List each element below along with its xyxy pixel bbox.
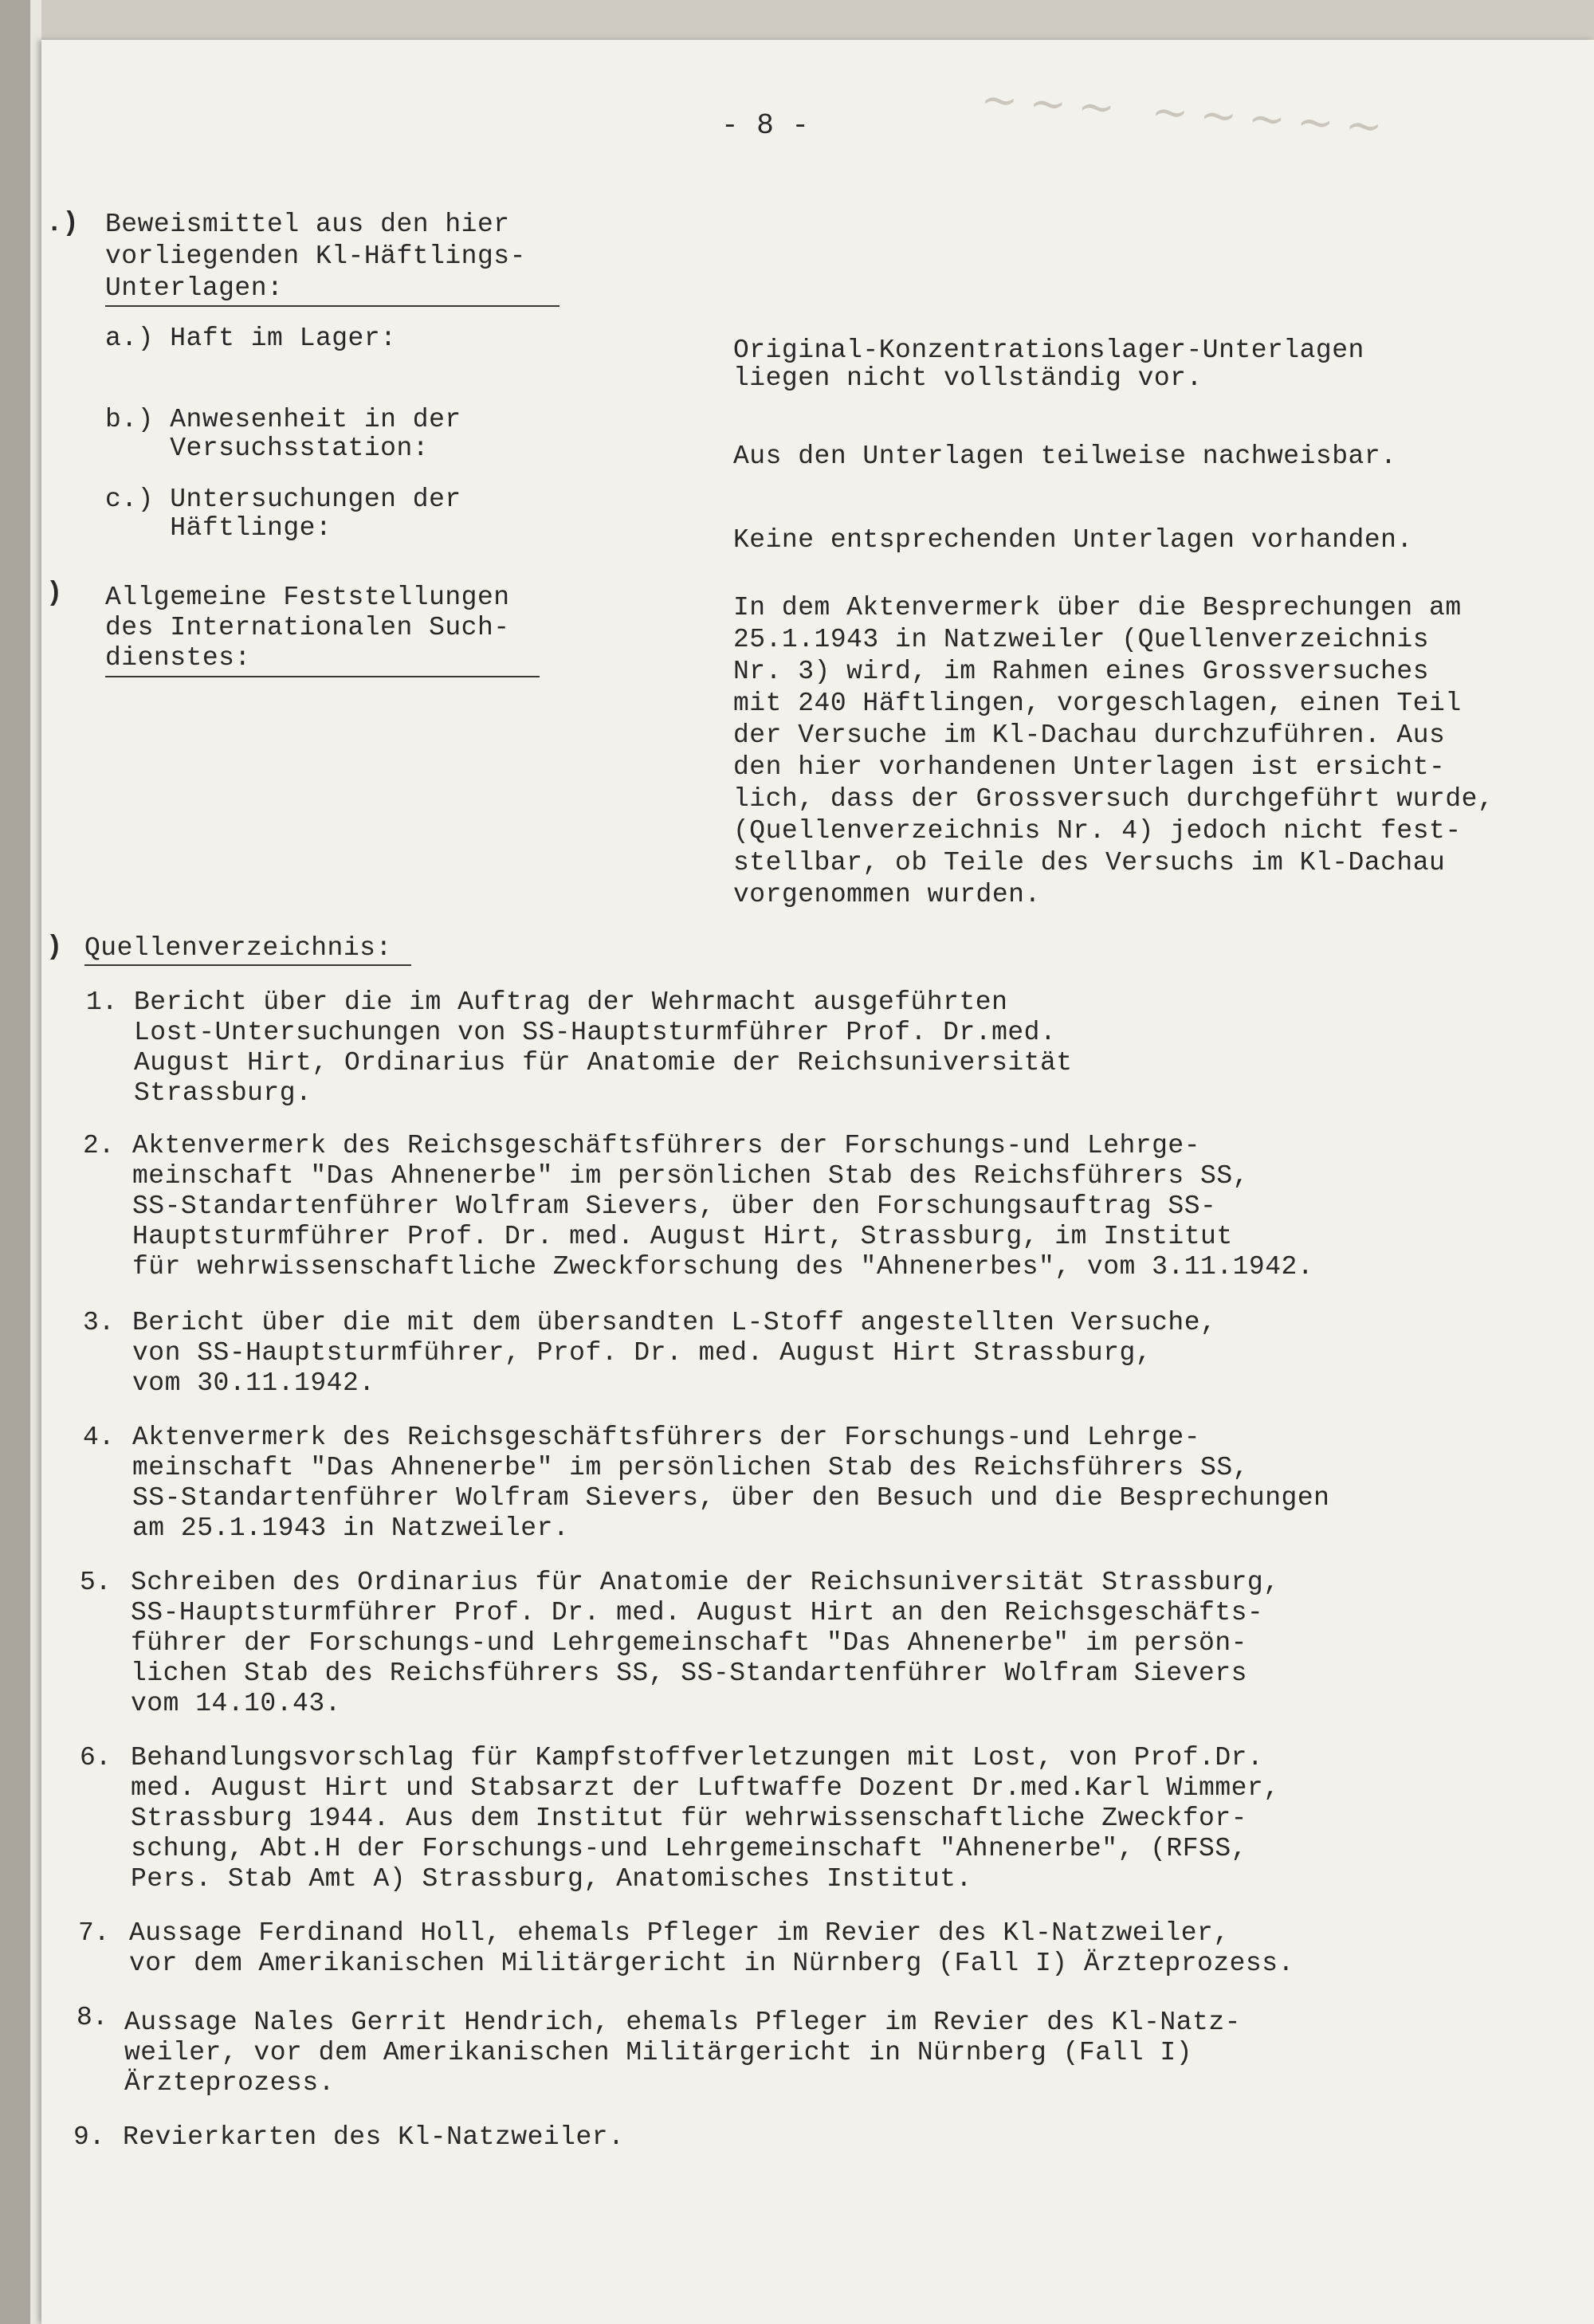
source-4-line-1: Aktenvermerk des Reichsgeschäftsführers der Forschungs-und Lehrge-	[132, 1423, 1201, 1452]
source-5-line-3: führer der Forschungs-und Lehrgemeinschaft "Das Ahnenerbe" im persön-	[131, 1628, 1247, 1658]
evidence-heading-underline	[105, 305, 559, 307]
source-6-line-5: Pers. Stab Amt A) Strassburg, Anatomisches Institut.	[131, 1864, 972, 1894]
source-3-line-3: vom 30.11.1942.	[132, 1368, 375, 1398]
source-1-line-3: August Hirt, Ordinarius für Anatomie der Reichsuniversität	[134, 1048, 1073, 1078]
source-2-line-3: SS-Standartenführer Wolfram Sievers, über den Forschungsauftrag SS-	[132, 1191, 1217, 1221]
evidence-heading-line-3: Unterlagen:	[105, 273, 284, 303]
bleed-through-handwriting: ~~~ ~~~~~	[979, 73, 1396, 155]
source-4-line-2: meinschaft "Das Ahnenerbe" im persönlichen Stab des Reichsführers SS,	[132, 1453, 1249, 1482]
source-7-line-1: Aussage Ferdinand Holl, ehemals Pfleger im Revier des Kl-Natzweiler,	[129, 1918, 1230, 1948]
findings-heading-line-2: des Internationalen Such-	[105, 613, 510, 642]
source-7-line-2: vor dem Amerikanischen Militärgericht in Nürnberg (Fall I) Ärzteprozess.	[129, 1949, 1294, 1978]
source-2-line-4: Hauptsturmführer Prof. Dr. med. August Hirt, Strassburg, im Institut	[132, 1222, 1233, 1251]
source-4-line-4: am 25.1.1943 in Natzweiler.	[132, 1513, 570, 1543]
source-6-line-2: med. August Hirt und Stabsarzt der Luftwaffe Dozent Dr.med.Karl Wimmer,	[131, 1773, 1280, 1803]
source-4-number: 4.	[83, 1423, 115, 1452]
findings-text-line-10: vorgenommen wurden.	[733, 880, 1041, 909]
source-6-line-4: schung, Abt.H der Forschungs-und Lehrgemeinschaft "Ahnenerbe", (RFSS,	[131, 1834, 1247, 1863]
source-5-number: 5.	[80, 1568, 112, 1597]
source-6-line-1: Behandlungsvorschlag für Kampfstoffverletzungen mit Lost, von Prof.Dr.	[131, 1743, 1264, 1772]
section-bullet-findings: )	[46, 579, 63, 609]
scan-top-band	[0, 0, 1594, 40]
evidence-heading-line-2: vorliegenden Kl-Häftlings-	[105, 241, 526, 271]
evidence-item-c-text: Keine entsprechenden Unterlagen vorhanden.	[733, 525, 1413, 555]
findings-heading-line-1: Allgemeine Feststellungen	[105, 583, 510, 612]
findings-heading-line-3: dienstes:	[105, 643, 251, 673]
findings-heading-underline	[105, 676, 540, 677]
source-2-number: 2.	[83, 1131, 115, 1160]
findings-text-line-7: lich, dass der Grossversuch durchgeführt wurde,	[733, 784, 1494, 814]
source-8-line-2: weiler, vor dem Amerikanischen Militärgericht in Nürnberg (Fall I)	[124, 2038, 1193, 2067]
source-5-line-2: SS-Hauptsturmführer Prof. Dr. med. August Hirt an den Reichsgeschäfts-	[131, 1598, 1264, 1627]
findings-text-line-9: stellbar, ob Teile des Versuchs im Kl-Dachau	[733, 848, 1446, 877]
source-6-number: 6.	[80, 1743, 112, 1772]
evidence-item-a-label: a.) Haft im Lager:	[105, 324, 397, 353]
source-1-line-2: Lost-Untersuchungen von SS-Hauptsturmführer Prof. Dr.med.	[134, 1018, 1057, 1047]
evidence-item-c-label-2: Häftlinge:	[105, 513, 332, 543]
source-3-number: 3.	[83, 1308, 115, 1337]
source-8-number: 8.	[77, 2003, 108, 2032]
sources-heading: Quellenverzeichnis:	[84, 933, 392, 963]
source-6-line-3: Strassburg 1944. Aus dem Institut für wehrwissenschaftliche Zweckfor-	[131, 1804, 1247, 1833]
evidence-item-a-text-1: Original-Konzentrationslager-Unterlagen	[733, 336, 1364, 365]
source-7-number: 7.	[78, 1918, 110, 1948]
source-3-line-2: von SS-Hauptsturmführer, Prof. Dr. med. August Hirt Strassburg,	[132, 1338, 1152, 1368]
section-bullet-evidence: .)	[46, 209, 79, 239]
page-number: - 8 -	[721, 109, 810, 142]
source-5-line-5: vom 14.10.43.	[131, 1689, 341, 1718]
findings-text-line-1: In dem Aktenvermerk über die Besprechungen am	[733, 593, 1462, 622]
source-8-line-1: Aussage Nales Gerrit Hendrich, ehemals Pfleger im Revier des Kl-Natz-	[124, 2008, 1241, 2037]
source-9-line-1: Revierkarten des Kl-Natzweiler.	[123, 2122, 625, 2152]
source-1-number: 1.	[86, 987, 118, 1017]
findings-text-line-5: der Versuche im Kl-Dachau durchzuführen. Aus	[733, 720, 1446, 750]
source-2-line-1: Aktenvermerk des Reichsgeschäftsführers der Forschungs-und Lehrge-	[132, 1131, 1201, 1160]
evidence-item-b-text: Aus den Unterlagen teilweise nachweisbar.	[733, 442, 1397, 471]
source-1-line-4: Strassburg.	[134, 1078, 312, 1108]
source-1-line-1: Bericht über die im Auftrag der Wehrmacht ausgeführten	[134, 987, 1008, 1017]
evidence-item-b-label-1: b.) Anwesenheit in der	[105, 405, 461, 434]
findings-text-line-8: (Quellenverzeichnis Nr. 4) jedoch nicht fest-	[733, 816, 1462, 846]
sources-heading-underline	[84, 964, 411, 966]
source-2-line-2: meinschaft "Das Ahnenerbe" im persönlichen Stab des Reichsführers SS,	[132, 1161, 1249, 1191]
evidence-item-b-label-2: Versuchsstation:	[105, 434, 430, 463]
findings-text-line-2: 25.1.1943 in Natzweiler (Quellenverzeichnis	[733, 625, 1430, 654]
section-bullet-sources: )	[46, 932, 63, 963]
evidence-item-c-label-1: c.) Untersuchungen der	[105, 485, 461, 514]
source-4-line-3: SS-Standartenführer Wolfram Sievers, über den Besuch und die Besprechungen	[132, 1483, 1330, 1513]
findings-text-line-3: Nr. 3) wird, im Rahmen eines Grossversuches	[733, 657, 1430, 686]
source-5-line-1: Schreiben des Ordinarius für Anatomie der Reichsuniversität Strassburg,	[131, 1568, 1280, 1597]
findings-text-line-6: den hier vorhandenen Unterlagen ist ersicht-	[733, 752, 1446, 782]
source-3-line-1: Bericht über die mit dem übersandten L-Stoff angestellten Versuche,	[132, 1308, 1217, 1337]
source-2-line-5: für wehrwissenschaftliche Zweckforschung des "Ahnenerbes", vom 3.11.1942.	[132, 1252, 1314, 1282]
source-9-number: 9.	[73, 2122, 105, 2152]
binding-edge	[30, 0, 41, 2324]
source-8-line-3: Ärzteprozess.	[124, 2068, 335, 2098]
source-5-line-4: lichen Stab des Reichsführers SS, SS-Standartenführer Wolfram Sievers	[131, 1659, 1247, 1688]
evidence-item-a-text-2: liegen nicht vollständig vor.	[733, 363, 1203, 393]
findings-text-line-4: mit 240 Häftlingen, vorgeschlagen, einen Teil	[733, 689, 1462, 718]
evidence-heading-line-1: Beweismittel aus den hier	[105, 210, 510, 239]
